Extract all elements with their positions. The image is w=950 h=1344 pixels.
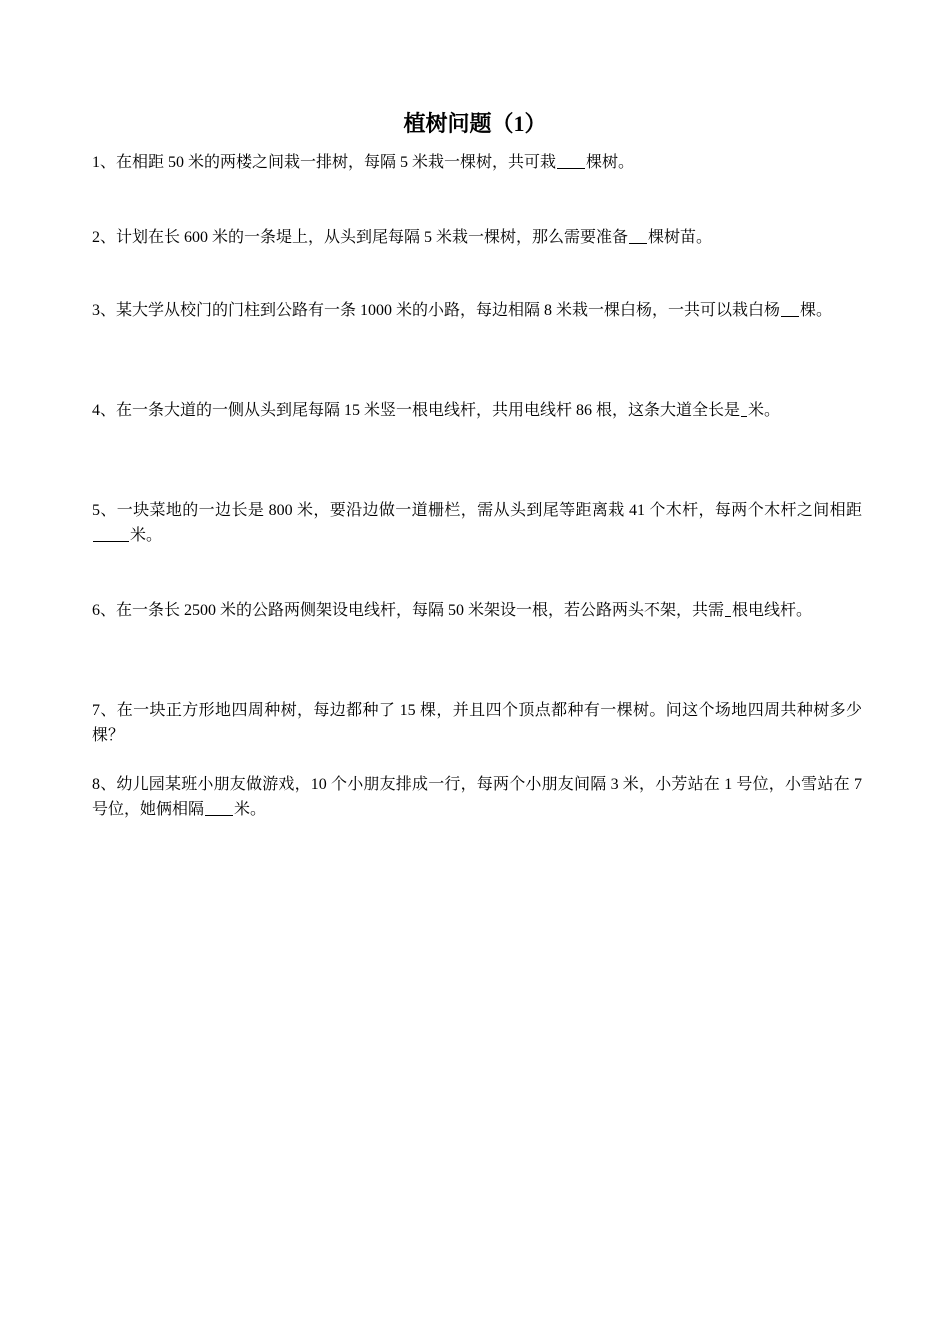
answer-blank-2 bbox=[629, 226, 647, 244]
question-8 bbox=[92, 772, 862, 822]
question-6-text-before: 6、在一条长 2500 米的公路两侧架设电线杆，每隔 50 米架设一根，若公路两头不架，共需 bbox=[92, 602, 725, 619]
question-2 bbox=[92, 225, 862, 250]
question-5-text-before: 5、一块菜地的一边长是 800 米，要沿边做一道栅栏，需从头到尾等距离栽 41 个木杆，每两个木杆之间相距 bbox=[92, 502, 862, 519]
answer-blank-8 bbox=[205, 798, 233, 816]
question-4 bbox=[92, 398, 862, 423]
question-1-text-before: 1、在相距 50 米的两楼之间栽一排树，每隔 5 米栽一棵树，共可栽 bbox=[92, 154, 557, 171]
question-5-text-after: 米。 bbox=[130, 527, 163, 544]
question-4-text-before: 4、在一条大道的一侧从头到尾每隔 15 米竖一根电线杆，共用电线杆 86 根，这条大道全长是 bbox=[92, 402, 741, 419]
answer-blank-1 bbox=[557, 151, 585, 169]
page-title: 植树问题（1） bbox=[403, 111, 547, 136]
question-2-text-before: 2、计划在长 600 米的一条堤上，从头到尾每隔 5 米栽一棵树，那么需要准备 bbox=[92, 229, 629, 246]
question-4-text-after: 米。 bbox=[748, 402, 781, 419]
question-1 bbox=[92, 150, 862, 175]
question-5 bbox=[92, 498, 862, 548]
answer-blank-3 bbox=[781, 299, 799, 317]
question-6 bbox=[92, 598, 862, 623]
question-8-text-before: 8、幼儿园某班小朋友做游戏，10 个小朋友排成一行，每两个小朋友间隔 3 米，小芳站在 1 号位，小雪站在 7 号位，她俩相隔 bbox=[92, 776, 862, 818]
question-3-text-after: 棵。 bbox=[800, 302, 833, 319]
answer-blank-4 bbox=[741, 399, 747, 417]
question-8-text-after: 米。 bbox=[234, 801, 267, 818]
answer-blank-5 bbox=[93, 524, 129, 542]
question-3 bbox=[92, 298, 862, 323]
question-1-text-after: 棵树。 bbox=[586, 154, 635, 171]
question-7-text: 7、在一块正方形地四周种树，每边都种了 15 棵，并且四个顶点都种有一棵树。问这个场地四周共种树多少棵？ bbox=[92, 702, 862, 744]
question-6-text-after: 根电线杆。 bbox=[732, 602, 813, 619]
question-7 bbox=[92, 698, 862, 748]
answer-blank-6 bbox=[725, 599, 731, 617]
question-3-text-before: 3、某大学从校门的门柱到公路有一条 1000 米的小路，每边相隔 8 米栽一棵白杨，一共可以栽白杨 bbox=[92, 302, 781, 319]
question-2-text-after: 棵树苗。 bbox=[648, 229, 713, 246]
